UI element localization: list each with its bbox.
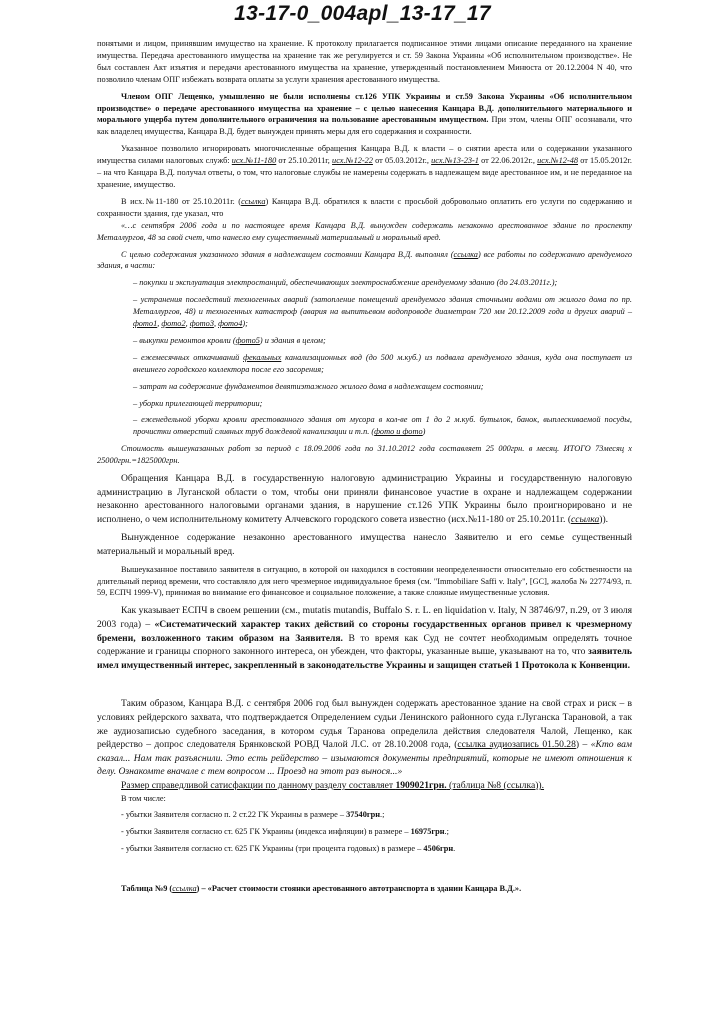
loss-text: - убытки Заявителя согласно ст. 625 ГК Украины (три процента годовых) в размере –	[121, 844, 424, 854]
paragraph-text: Как указывает ЕСПЧ в своем решении (см., mutatis mutandis, Buffalo S. r. L. en liquidation v. Italy, N 38746/97, п.29, от 3 июля 2003 года) –	[97, 605, 632, 630]
list-item	[133, 335, 632, 347]
link-ssylka[interactable]: ссылка	[506, 779, 536, 791]
document-title: 13-17-0_004apl_13-17_17	[234, 2, 491, 25]
loss-item	[97, 826, 632, 838]
paragraph-text: от 25.10.2011г,	[276, 156, 333, 166]
list-item-text: – выкупки ремонтов кровли (	[133, 335, 236, 345]
link-photo-2[interactable]: фото2	[161, 319, 186, 329]
paragraph-uncertainty	[97, 564, 632, 600]
loss-item	[97, 843, 632, 855]
bold-statement: Членом ОПГ Лещенко, умышленно не были исполнены ст.126 УПК Украины и ст.59 Закона Украины «Об исполнительном производстве» о передаче арестованного имущества на хранение – с целью нанесения Канцара В.Д. дополнительного материального и морального ущерба путем дополнительного ограничения на пользование арестованным имуществом.	[97, 91, 632, 125]
italic-quote: «Кто вам сказал... Нам так разъяснили. Это есть рейдерство – изымаются документы предприятий, которые не имеют отношения к делу. Ознакомте вначале с тем вопросом ... Проезд на этот раз вынося...»	[97, 739, 632, 778]
paragraph-text: ) все работы по содержанию арендуемого здания, в части:	[97, 249, 632, 271]
loss-amount: 4506грн	[423, 844, 454, 854]
loss-text: .;	[380, 810, 385, 820]
quote-paragraph	[97, 220, 632, 244]
paragraph-text: Обращения Канцара В.Д. в государственную налоговую администрацию Украины и государственную налоговую администрацию в Луганской области о том, чтобы они приняли финансовое участие в охране и надлежащем содержании незаконно арестованного налоговыми органами здания, в нарушение ст.126 УПК Украины было проигнорировано и не исполнено, о чем исполнительному комитету Алчевского городского совета известно (исх.№11-180 от 25.10.2011г. (	[97, 473, 632, 525]
link-ref-11-180[interactable]: исх.№11-180	[231, 156, 277, 166]
list-item-text: – устранения последствий техногенных аварий (затопление помещений арендуемого здания сточными водами от жилого дома по пр. Металлургов, 48) и техногенных катастроф (авария на выпитьевом водопроводе диаметром 720 мм 20.12.2009 года и других аварий –	[133, 295, 632, 317]
link-ssylka[interactable]: ссылка	[453, 249, 478, 259]
link-ref-13-23[interactable]: исх.№13-23-1	[431, 156, 479, 166]
paragraph-text: В том числе:	[121, 793, 166, 803]
paragraph-text: В исх.№11-180 от 25.10.2011г. (	[121, 196, 242, 206]
link-photo-4[interactable]: фото4	[218, 319, 243, 329]
paragraph-opg	[97, 91, 632, 139]
bold-quote: «Систематический характер таких действий со стороны государственных органов привел к чрезмерному бремени, возложенного таким образом на Заявителя.	[97, 618, 632, 644]
paragraph-text: (таблица №8 (	[446, 779, 507, 791]
loss-text: .;	[444, 827, 449, 837]
paragraph-text: )).	[599, 513, 609, 525]
paragraph-tax-appeal	[97, 472, 632, 526]
paragraph-request	[97, 196, 632, 220]
list-item-text: – еженедельной уборки кровли арестованного здания от мусора в кол-ве от 1 до 2 м.куб. бутылок, банок, выплескиваемой посуды, прочистки отверстий сливных труб дождевой канализации и т.п. (	[133, 415, 632, 437]
list-item-text: – затрат на содержание фундаментов девятиэтажного жилого дома в надлежащем состоянии;	[133, 381, 484, 391]
loss-item	[97, 809, 632, 821]
paragraph-damage	[97, 531, 632, 558]
paragraph-text: Вышеуказанное поставило заявителя в ситуацию, в которой он находился в состоянии неопределенности относительно его собственности на длительный период времени, что составляло для него чрезмерное индивидуальное бремя (см. "Immobiliare Saffi v. Italy", [GC], жалоба № 22774/93, п. 59, ЕСПЧ 1999-V), принимая во внимание его финансовое и социальное положение, а также сложные имущественные условия.	[97, 564, 632, 598]
paragraph-echr	[97, 604, 632, 672]
paragraph-text: Стоимость вышеуказанных работ за период с 18.09.2006 года по 31.10.2012 года составляет 25 000грн. в месяц. ИТОГО 73месяц х 25000грн.=1825000грн.	[97, 444, 632, 466]
table-9-caption	[97, 883, 632, 895]
link-audio-recording[interactable]: ссылка аудиозапись 01.50.28	[457, 739, 576, 751]
link-ref-12-22[interactable]: исх.№12-22	[332, 156, 373, 166]
list-item-text: – покупки и эксплуатация электростанций, обеспечивающих электроснабжение арендуемому зданию (до 24.03.2011г.);	[133, 278, 558, 288]
paragraph-text: от 15.05.2012г. – на что Канцара В.Д. получал ответы, о том, что налоговые службы не намерены содержать в надлежащем виде арестованное им, и не переданное на хранение, имущество.	[97, 156, 632, 189]
loss-text: - убытки Заявителя согласно п. 2 ст.22 ГК Украины в размере –	[121, 810, 347, 820]
link-ssylka[interactable]: ссылка	[571, 513, 600, 525]
paragraph-works	[97, 249, 632, 273]
paragraph-text: Указанное позволило игнорировать многочисленные обращения Канцара В.Д. к власти – о снятии ареста или о содержании указанного имущества силами налоговых служб:	[97, 144, 632, 166]
cost-paragraph	[97, 443, 632, 467]
paragraph-text: от 22.06.2012г.,	[478, 156, 538, 166]
paragraph-text: ) –	[575, 739, 591, 751]
link-ssylka[interactable]: ссылка	[241, 196, 266, 206]
list-item	[133, 381, 632, 393]
link-fecal[interactable]: фекальных	[243, 352, 282, 362]
bold-conclusion: заявитель имел имущественный интерес, закрепленный в законодательстве Украины и защищен статьей 1 Протокола к Конвенции.	[97, 646, 632, 671]
caption-text: ) – «Расчет стоимости стоянки арестованного автотранспорта в здании Канцара В.Д.».	[196, 884, 522, 894]
link-ssylka[interactable]: ссылка	[172, 884, 197, 894]
loss-amount: 37540грн	[346, 810, 381, 820]
paragraph-text: Таким образом, Канцара В.Д. с сентября 2006 год был вынужден содержать арестованное здание на свой страх и риск – в условиях рейдерского захвата, что подтверждается Определением судьи Ленинского районного суда г.Луганска Тарановой, а так же аудиозаписью судебного заседания, в котором судья Таранова определила действия следователя Чалой, Лещенко, как рейдерство – допрос следователя Брянковской РОВД Чалой Л.С. от 28.10.2008 года, (	[97, 698, 632, 751]
paragraph-text: понятыми и лицом, принявшим имущество на хранение. К протоколу прилагается подписанное этими лицами описание переданного на хранение имущества. Передача арестованного имущества на хранение так же регулируется и ст. 59 Закона Украины «Об исполнительном производстве». Не был составлен Акт изъятия и передачи арестованного имущества на хранение, утвержденный постановлением Минюста от 20.12.2004 N 40, что позволило членам ОПГ избежать возврата оплаты за услуги хранения арестованного имущества.	[97, 39, 632, 84]
including-label	[97, 793, 632, 805]
satisfaction-sum: 1909021грн.	[395, 779, 447, 791]
list-item	[133, 398, 632, 410]
loss-amount: 16975грн	[410, 827, 445, 837]
list-item	[133, 277, 632, 289]
list-item-text: – уборки прилегающей территории;	[133, 398, 263, 408]
list-item-text: )	[422, 427, 426, 437]
quote-text: «…с сентября 2006 года и по настоящее время Канцара В.Д. вынужден содержать незаконно арестованное здание по проспекту Металлургов, 48 за свой счет, что нанесло ему существенный материальный и моральный вред.	[97, 220, 632, 242]
link-photo-5[interactable]: фото5	[235, 335, 260, 345]
list-item-text: );	[242, 319, 248, 329]
paragraph-summary	[97, 697, 632, 779]
link-photo-3[interactable]: фото3	[189, 319, 214, 329]
list-item-text: ) и здания в целом;	[259, 335, 326, 345]
paragraph-text: В то время как Суд не сочтет необходимым определять точное содержание и границы спорного законного интереса, он убежден, что факторы, указанные выше, указывают на то, что	[97, 632, 632, 658]
list-item	[133, 414, 632, 438]
loss-text: .	[453, 844, 456, 854]
list-item	[133, 352, 632, 376]
link-ref-12-48[interactable]: исх.№12-48	[537, 156, 579, 166]
paragraph-text: Вынужденное содержание незаконно арестованного имущества нанесло Заявителю и его семье существенный материальный и моральный вред.	[97, 532, 632, 558]
satisfaction-line	[97, 779, 632, 793]
paragraph-storage	[97, 38, 632, 86]
paragraph-text: )).	[535, 779, 545, 791]
list-item: – устранения последствий техногенных аварий (затопление помещений арендуемого здания сточными водами от жилого дома по пр. Металлургов, 48) и техногенных катастроф (авария на выпитьевом водопроводе диаметром 720 мм 20.12.2009 года и других аварий – фото1, фото2, фото3, фото4);	[133, 295, 632, 329]
paragraph-text: Размер справедливой сатисфакции по данному разделу составляет	[121, 779, 396, 791]
caption-text: Таблица №9 (	[121, 884, 173, 894]
paragraph-text: от 05.03.2012г.,	[372, 156, 432, 166]
link-photo-1[interactable]: фото1	[133, 319, 158, 329]
paragraph-text: С целью содержания указанного здания в надлежащем состоянии Канцара В.Д. выполнял (	[121, 249, 454, 259]
paragraph-text: ) Канцара В.Д. обратился к власти с просьбой добровольно оплатить его услуги по содержанию и сохранности здания, где указал, что	[97, 196, 632, 218]
list-item-text: – ежемесячных откачиваний	[133, 352, 244, 362]
paragraph-text: При этом, члены ОПГ осознавали, что как владелец имущества, Канцара В.Д. будет вынужден принять меры для его содержания и сохранности.	[97, 115, 632, 137]
loss-text: - убытки Заявителя согласно ст. 625 ГК Украины (индекса инфляции) в размере –	[121, 827, 411, 837]
list-item-text: канализационных вод (до 500 м.куб.) из подвала арендуемого здания, куда она поступает из внешнего городского коллектора после его засорения;	[133, 352, 632, 374]
paragraph-appeals	[97, 143, 632, 191]
link-photo-pair[interactable]: фото и фото	[374, 427, 423, 437]
document-body	[97, 38, 632, 895]
